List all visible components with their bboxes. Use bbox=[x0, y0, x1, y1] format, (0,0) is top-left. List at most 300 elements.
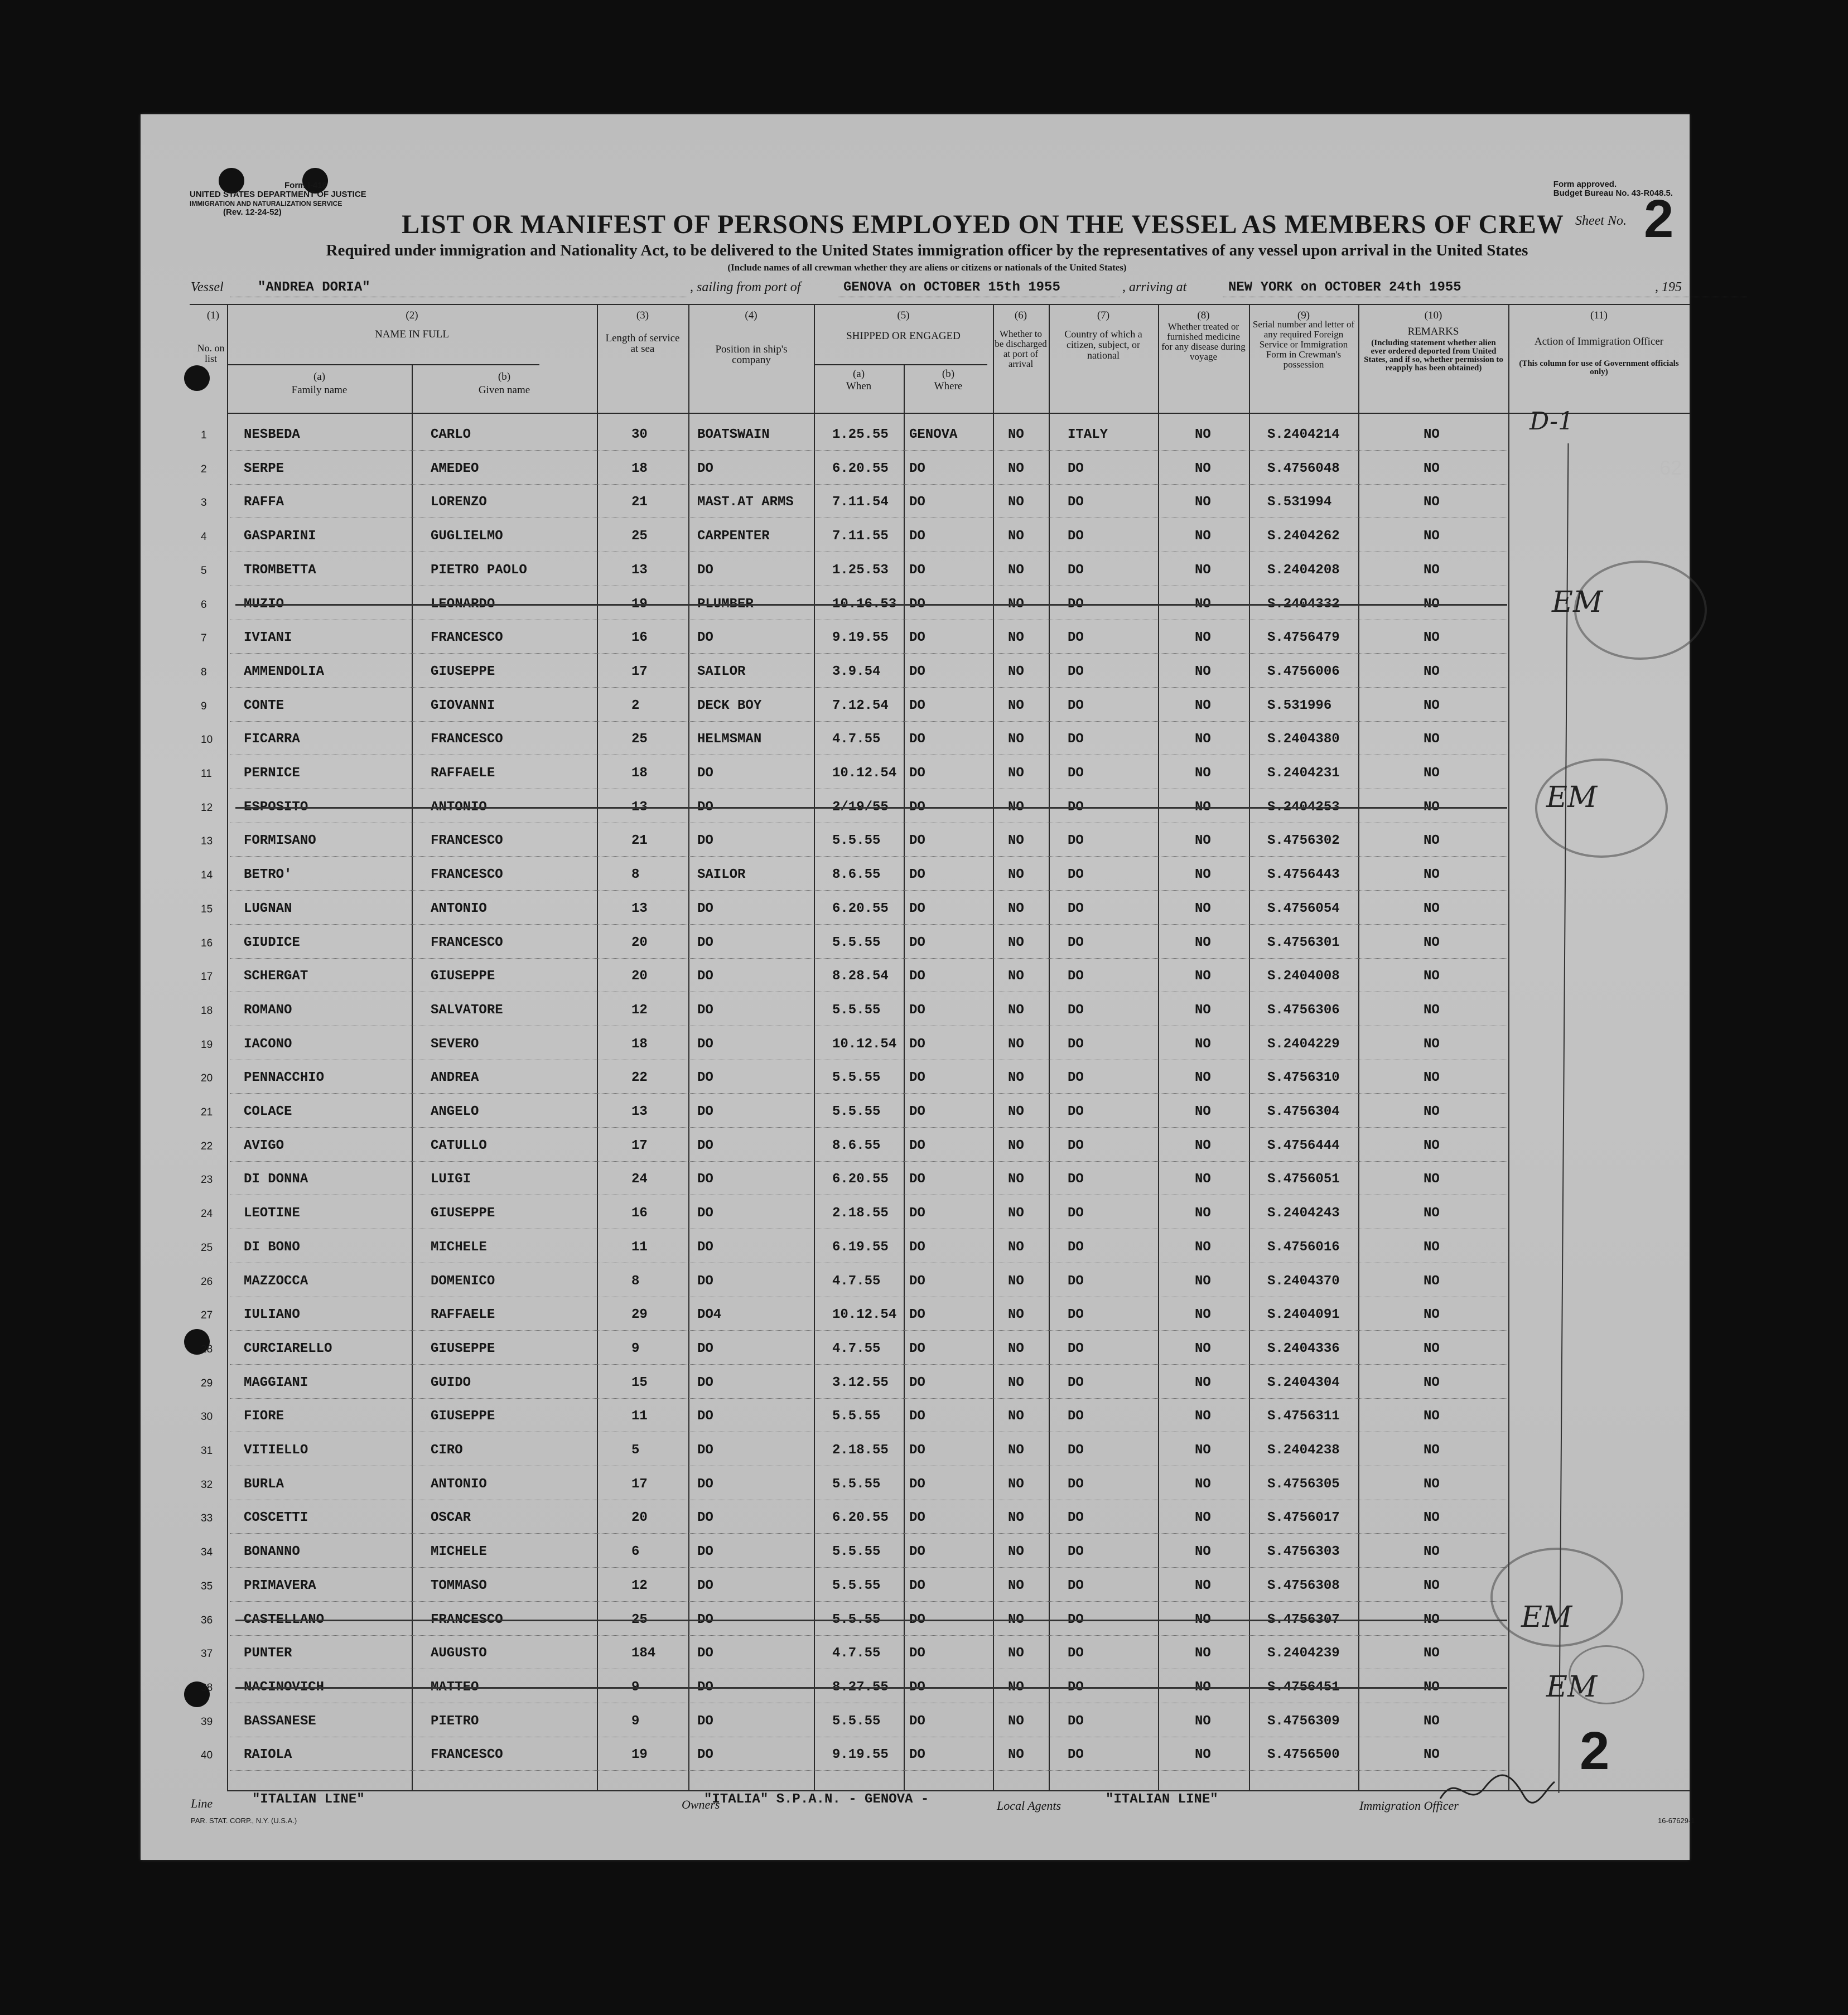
cell-where: DO bbox=[909, 1747, 925, 1763]
cell-position: DO bbox=[697, 1578, 713, 1593]
cell-service: 25 bbox=[631, 529, 648, 544]
vessel-line bbox=[191, 280, 1691, 299]
cell-position: DO bbox=[697, 935, 713, 950]
col11-number: (11) bbox=[1590, 310, 1608, 321]
form-code: 16-67629-1 bbox=[1658, 1816, 1695, 1825]
cell-where: DO bbox=[909, 1036, 925, 1052]
cell-country: DO bbox=[1068, 1679, 1084, 1695]
cell-country: DO bbox=[1068, 1578, 1084, 1593]
col2a-number: (a) bbox=[313, 371, 326, 383]
cell-remarks: NO bbox=[1424, 630, 1440, 646]
cell-treated: NO bbox=[1195, 1206, 1211, 1221]
cell-given: AUGUSTO bbox=[431, 1646, 487, 1661]
cell-given: CATULLO bbox=[431, 1138, 487, 1153]
cell-given: FRANCESCO bbox=[431, 833, 503, 849]
col10-note: (Including statement whether alien ever ordered deported from United States, and if so, whether permission to reapply has been obtained) bbox=[1364, 339, 1503, 373]
cell-remarks: NO bbox=[1424, 1713, 1440, 1729]
cell-given: DOMENICO bbox=[431, 1273, 495, 1289]
cell-service: 17 bbox=[631, 1138, 648, 1153]
cell-family: DI BONO bbox=[244, 1239, 300, 1255]
strike-through bbox=[235, 807, 1507, 809]
cell-family: LUGNAN bbox=[244, 901, 292, 916]
cell-treated: NO bbox=[1195, 1172, 1211, 1187]
cell-where: DO bbox=[909, 461, 925, 476]
cell-when: 3.12.55 bbox=[832, 1375, 889, 1390]
col3-number: (3) bbox=[636, 310, 649, 321]
cell-treated: NO bbox=[1195, 1612, 1211, 1627]
cell-country: DO bbox=[1068, 1409, 1084, 1424]
cell-given: CIRO bbox=[431, 1443, 463, 1458]
table-row bbox=[141, 1434, 1690, 1467]
cell-where: DO bbox=[909, 732, 925, 747]
agents-label: Local Agents bbox=[997, 1799, 1061, 1813]
agents-value: "ITALIAN LINE" bbox=[1106, 1792, 1218, 1807]
cell-treated: NO bbox=[1195, 1273, 1211, 1289]
cell-remarks: NO bbox=[1424, 1510, 1440, 1526]
cell-where: DO bbox=[909, 1239, 925, 1255]
col1-number: (1) bbox=[206, 310, 220, 321]
cell-country: DO bbox=[1068, 1341, 1084, 1356]
cell-remarks: NO bbox=[1424, 1273, 1440, 1289]
col10-number: (10) bbox=[1424, 310, 1442, 321]
cell-when: 10.12.54 bbox=[832, 1307, 897, 1323]
table-row bbox=[141, 858, 1690, 892]
cell-position: DO bbox=[697, 766, 713, 781]
cell-position: DO bbox=[697, 1206, 713, 1221]
row-number: 37 bbox=[201, 1648, 213, 1660]
col5b-number: (b) bbox=[942, 368, 955, 380]
cell-where: DO bbox=[909, 1476, 925, 1492]
cell-given: FRANCESCO bbox=[431, 630, 503, 646]
col5a-number: (a) bbox=[852, 368, 865, 380]
cell-discharged: NO bbox=[1008, 935, 1024, 950]
cell-family: BASSANESE bbox=[244, 1713, 316, 1729]
cell-service: 20 bbox=[631, 969, 648, 984]
cell-serial: S.4756006 bbox=[1267, 664, 1340, 679]
cell-treated: NO bbox=[1195, 766, 1211, 781]
cell-when: 8.28.54 bbox=[832, 969, 889, 984]
cell-where: DO bbox=[909, 1070, 925, 1086]
cell-family: CURCIARELLO bbox=[244, 1341, 332, 1356]
cell-given: GUIDO bbox=[431, 1375, 471, 1390]
cell-position: DO bbox=[697, 969, 713, 984]
cell-serial: S.2404091 bbox=[1267, 1307, 1340, 1323]
cell-family: CONTE bbox=[244, 698, 284, 713]
officer-initials: EM bbox=[1552, 586, 1603, 619]
cell-when: 6.19.55 bbox=[832, 1239, 889, 1255]
cell-remarks: NO bbox=[1424, 529, 1440, 544]
cell-position: DO bbox=[697, 1070, 713, 1086]
cell-remarks: NO bbox=[1424, 1679, 1440, 1695]
cell-remarks: NO bbox=[1424, 1341, 1440, 1356]
cell-country: DO bbox=[1068, 1138, 1084, 1153]
cell-service: 15 bbox=[631, 1375, 648, 1390]
cell-position: DO4 bbox=[697, 1307, 722, 1323]
cell-given: GIUSEPPE bbox=[431, 1409, 495, 1424]
table-row bbox=[141, 1028, 1690, 1061]
cell-serial: S.4756443 bbox=[1267, 867, 1340, 883]
cell-given: SALVATORE bbox=[431, 1002, 503, 1018]
cell-service: 6 bbox=[631, 1544, 640, 1560]
cell-given: OSCAR bbox=[431, 1510, 471, 1526]
row-number: 7 bbox=[201, 632, 207, 645]
col8-header: Whether treated or furnished medicine for any disease during voyage bbox=[1161, 321, 1246, 362]
cell-family: BONANNO bbox=[244, 1544, 300, 1560]
table-row bbox=[141, 1603, 1690, 1637]
row-number: 31 bbox=[201, 1445, 213, 1457]
cell-family: BETRO' bbox=[244, 867, 292, 883]
cell-family: GASPARINI bbox=[244, 529, 316, 544]
cell-family: NACINOVICH bbox=[244, 1679, 325, 1695]
row-number: 5 bbox=[201, 564, 207, 577]
cell-serial: S.4756451 bbox=[1267, 1679, 1340, 1695]
cell-family: AVIGO bbox=[244, 1138, 284, 1153]
cell-where: DO bbox=[909, 901, 925, 916]
cell-given: FRANCESCO bbox=[431, 732, 503, 747]
service-name: IMMIGRATION AND NATURALIZATION SERVICE bbox=[190, 200, 342, 207]
cell-family: PERNICE bbox=[244, 766, 300, 781]
cell-remarks: NO bbox=[1424, 1138, 1440, 1153]
cell-serial: S.2404304 bbox=[1267, 1375, 1340, 1390]
cell-service: 29 bbox=[631, 1307, 648, 1323]
cell-when: 6.20.55 bbox=[832, 1172, 889, 1187]
col6-number: (6) bbox=[1014, 310, 1027, 321]
cell-given: GIUSEPPE bbox=[431, 664, 495, 679]
cell-position: DO bbox=[697, 1443, 713, 1458]
arriving-label: , arriving at bbox=[1122, 280, 1187, 294]
printer-note: PAR. STAT. CORP., N.Y. (U.S.A.) bbox=[191, 1816, 297, 1825]
page-subtitle: Required under immigration and Nationality Act, to be delivered to the United States immigration officer by the representatives of any vessel upon arrival in the United States bbox=[326, 241, 1528, 259]
cell-where: DO bbox=[909, 1138, 925, 1153]
row-number: 39 bbox=[201, 1716, 213, 1728]
cell-country: DO bbox=[1068, 562, 1084, 578]
cell-position: HELMSMAN bbox=[697, 732, 762, 747]
row-number: 20 bbox=[201, 1072, 213, 1085]
cell-family: FICARRA bbox=[244, 732, 300, 747]
cell-family: RAFFA bbox=[244, 495, 284, 510]
cell-country: DO bbox=[1068, 799, 1084, 815]
cell-treated: NO bbox=[1195, 427, 1211, 442]
cell-where: DO bbox=[909, 1273, 925, 1289]
cell-where: DO bbox=[909, 833, 925, 849]
cell-when: 7.11.55 bbox=[832, 529, 889, 544]
cell-position: SAILOR bbox=[697, 867, 746, 883]
cell-discharged: NO bbox=[1008, 664, 1024, 679]
table-row bbox=[141, 723, 1690, 756]
cell-service: 13 bbox=[631, 562, 648, 578]
cell-serial: S.531996 bbox=[1267, 698, 1332, 713]
cell-country: DO bbox=[1068, 867, 1084, 883]
cell-when: 3.9.54 bbox=[832, 664, 881, 679]
cell-given: LORENZO bbox=[431, 495, 487, 510]
cell-where: DO bbox=[909, 562, 925, 578]
cell-remarks: NO bbox=[1424, 1375, 1440, 1390]
cell-when: 2.18.55 bbox=[832, 1443, 889, 1458]
row-number: 38 bbox=[201, 1681, 213, 1694]
cell-family: IACONO bbox=[244, 1036, 292, 1052]
col11-note: (This column for use of Government officials only) bbox=[1519, 359, 1679, 376]
cell-remarks: NO bbox=[1424, 935, 1440, 950]
cell-country: DO bbox=[1068, 664, 1084, 679]
cell-when: 4.7.55 bbox=[832, 1646, 881, 1661]
strike-through bbox=[235, 1687, 1507, 1689]
cell-family: BURLA bbox=[244, 1476, 284, 1492]
cell-position: CARPENTER bbox=[697, 529, 770, 544]
cell-treated: NO bbox=[1195, 1646, 1211, 1661]
cell-treated: NO bbox=[1195, 1239, 1211, 1255]
cell-country: DO bbox=[1068, 1206, 1084, 1221]
cell-when: 1.25.55 bbox=[832, 427, 889, 442]
cell-country: DO bbox=[1068, 495, 1084, 510]
cell-where: DO bbox=[909, 1646, 925, 1661]
cell-family: PUNTER bbox=[244, 1646, 292, 1661]
cell-when: 5.5.55 bbox=[832, 1612, 881, 1627]
cell-position: SAILOR bbox=[697, 664, 746, 679]
cell-given: GIUSEPPE bbox=[431, 969, 495, 984]
row-number: 2 bbox=[201, 463, 207, 475]
cell-serial: S.2404229 bbox=[1267, 1036, 1340, 1052]
cell-position: DO bbox=[697, 1138, 713, 1153]
cell-service: 25 bbox=[631, 1612, 648, 1627]
cell-treated: NO bbox=[1195, 1036, 1211, 1052]
cell-position: DO bbox=[697, 1002, 713, 1018]
table-row bbox=[141, 1569, 1690, 1603]
sheet-number-label: Sheet No. bbox=[1575, 214, 1627, 228]
col10-header: REMARKS bbox=[1407, 326, 1459, 337]
cell-treated: NO bbox=[1195, 1443, 1211, 1458]
cell-discharged: NO bbox=[1008, 1646, 1024, 1661]
cell-service: 13 bbox=[631, 1104, 648, 1119]
cell-serial: S.2404231 bbox=[1267, 766, 1340, 781]
cell-where: DO bbox=[909, 1172, 925, 1187]
manifest-sheet bbox=[141, 114, 1695, 1860]
cell-given: RAFFAELE bbox=[431, 1307, 495, 1323]
table-row bbox=[141, 926, 1690, 960]
cell-discharged: NO bbox=[1008, 833, 1024, 849]
cell-serial: S.2404380 bbox=[1267, 732, 1340, 747]
cell-family: VITIELLO bbox=[244, 1443, 308, 1458]
cell-given: LEONARDO bbox=[431, 596, 495, 612]
table-row bbox=[141, 1163, 1690, 1196]
table-row bbox=[141, 1671, 1690, 1704]
col8-number: (8) bbox=[1197, 310, 1210, 321]
sheet-number: 2 bbox=[1644, 189, 1674, 249]
cell-remarks: NO bbox=[1424, 1409, 1440, 1424]
cell-position: DO bbox=[697, 461, 713, 476]
cell-service: 8 bbox=[631, 867, 640, 883]
cell-country: DO bbox=[1068, 1646, 1084, 1661]
cell-serial: S.4756302 bbox=[1267, 833, 1340, 849]
cell-remarks: NO bbox=[1424, 833, 1440, 849]
cell-discharged: NO bbox=[1008, 1002, 1024, 1018]
row-number: 1 bbox=[201, 429, 207, 441]
cell-serial: S.4756479 bbox=[1267, 630, 1340, 646]
cell-where: DO bbox=[909, 1612, 925, 1627]
cell-given: RAFFAELE bbox=[431, 766, 495, 781]
cell-country: DO bbox=[1068, 529, 1084, 544]
cell-when: 6.20.55 bbox=[832, 1510, 889, 1526]
cell-discharged: NO bbox=[1008, 1070, 1024, 1086]
row-number: 33 bbox=[201, 1513, 213, 1525]
cell-treated: NO bbox=[1195, 799, 1211, 815]
cell-where: DO bbox=[909, 596, 925, 612]
cell-remarks: NO bbox=[1424, 799, 1440, 815]
cell-treated: NO bbox=[1195, 698, 1211, 713]
cell-where: DO bbox=[909, 1544, 925, 1560]
cell-discharged: NO bbox=[1008, 461, 1024, 476]
cell-where: DO bbox=[909, 1409, 925, 1424]
cell-serial: S.4756310 bbox=[1267, 1070, 1340, 1086]
cell-discharged: NO bbox=[1008, 1036, 1024, 1052]
cell-treated: NO bbox=[1195, 901, 1211, 916]
cell-when: 2/19/55 bbox=[832, 799, 889, 815]
cell-remarks: NO bbox=[1424, 1307, 1440, 1323]
cell-discharged: NO bbox=[1008, 1544, 1024, 1560]
cell-serial: S.4756307 bbox=[1267, 1612, 1340, 1627]
cell-when: 5.5.55 bbox=[832, 1544, 881, 1560]
cell-when: 4.7.55 bbox=[832, 1341, 881, 1356]
cell-given: FRANCESCO bbox=[431, 1747, 503, 1763]
cell-family: MAGGIANI bbox=[244, 1375, 308, 1390]
cell-treated: NO bbox=[1195, 1002, 1211, 1018]
cell-position: DO bbox=[697, 1679, 713, 1695]
cell-where: DO bbox=[909, 664, 925, 679]
cell-family: MUZIO bbox=[244, 596, 284, 612]
cell-discharged: NO bbox=[1008, 495, 1024, 510]
cell-service: 24 bbox=[631, 1172, 648, 1187]
cell-treated: NO bbox=[1195, 833, 1211, 849]
cell-treated: NO bbox=[1195, 1510, 1211, 1526]
cell-country: DO bbox=[1068, 969, 1084, 984]
cell-country: ITALY bbox=[1068, 427, 1108, 442]
row-number: 6 bbox=[201, 598, 207, 611]
cell-country: DO bbox=[1068, 1036, 1084, 1052]
cell-service: 8 bbox=[631, 1273, 640, 1289]
cell-discharged: NO bbox=[1008, 1206, 1024, 1221]
table-row bbox=[141, 1231, 1690, 1264]
cell-serial: S.4756500 bbox=[1267, 1747, 1340, 1763]
cell-discharged: NO bbox=[1008, 1476, 1024, 1492]
cell-where: DO bbox=[909, 1307, 925, 1323]
cell-service: 13 bbox=[631, 799, 648, 815]
col2a-header: Family name bbox=[291, 384, 348, 396]
cell-position: DO bbox=[697, 1476, 713, 1492]
cell-given: AMEDEO bbox=[431, 461, 479, 476]
table-row bbox=[141, 588, 1690, 621]
cell-remarks: NO bbox=[1424, 1104, 1440, 1119]
cell-position: DO bbox=[697, 1239, 713, 1255]
row-number: 17 bbox=[201, 971, 213, 983]
cell-given: MATTEO bbox=[431, 1679, 479, 1695]
cell-country: DO bbox=[1068, 1273, 1084, 1289]
col6-header: Whether to be discharged at port of arrival bbox=[995, 328, 1047, 369]
table-row bbox=[141, 452, 1690, 486]
cell-service: 16 bbox=[631, 630, 648, 646]
cell-country: DO bbox=[1068, 766, 1084, 781]
cell-family: AMMENDOLIA bbox=[244, 664, 325, 679]
row-number: 23 bbox=[201, 1174, 213, 1186]
cell-treated: NO bbox=[1195, 1578, 1211, 1593]
cell-country: DO bbox=[1068, 901, 1084, 916]
cell-discharged: NO bbox=[1008, 1273, 1024, 1289]
cell-serial: S.2404214 bbox=[1267, 427, 1340, 442]
cell-when: 8.27.55 bbox=[832, 1679, 889, 1695]
officer-initials: EM bbox=[1546, 781, 1598, 814]
row-number: 19 bbox=[201, 1038, 213, 1051]
cell-where: DO bbox=[909, 1510, 925, 1526]
cell-discharged: NO bbox=[1008, 1341, 1024, 1356]
strike-through bbox=[235, 1620, 1507, 1621]
cell-where: DO bbox=[909, 1443, 925, 1458]
row-number: 12 bbox=[201, 801, 213, 814]
cell-service: 18 bbox=[631, 461, 648, 476]
cell-family: ESPOSITO bbox=[244, 799, 308, 815]
cell-where: DO bbox=[909, 1002, 925, 1018]
cell-position: DO bbox=[697, 1104, 713, 1119]
cell-serial: S.531994 bbox=[1267, 495, 1332, 510]
cell-treated: NO bbox=[1195, 732, 1211, 747]
cell-serial: S.2404332 bbox=[1267, 596, 1340, 612]
table-row bbox=[141, 418, 1690, 452]
cell-given: ANTONIO bbox=[431, 1476, 487, 1492]
cell-discharged: NO bbox=[1008, 732, 1024, 747]
form-number: Form I-418 bbox=[284, 181, 327, 190]
row-number: 18 bbox=[201, 1004, 213, 1017]
cell-given: CARLO bbox=[431, 427, 471, 442]
cell-position: DO bbox=[697, 630, 713, 646]
year-label: , 195 bbox=[1655, 280, 1682, 294]
cell-service: 25 bbox=[631, 732, 648, 747]
cell-where: DO bbox=[909, 529, 925, 544]
col11-header: Action of Immigration Officer bbox=[1534, 336, 1664, 347]
cell-position: DO bbox=[697, 1747, 713, 1763]
cell-service: 21 bbox=[631, 833, 648, 849]
cell-when: 5.5.55 bbox=[832, 1002, 881, 1018]
form-identity bbox=[190, 181, 366, 217]
cell-discharged: NO bbox=[1008, 1239, 1024, 1255]
cell-family: TROMBETTA bbox=[244, 562, 316, 578]
sailing-label: , sailing from port of bbox=[690, 280, 801, 294]
cell-position: DO bbox=[697, 1341, 713, 1356]
table-row bbox=[141, 757, 1690, 790]
punch-hole bbox=[184, 365, 210, 391]
table-row bbox=[141, 1332, 1690, 1366]
cell-discharged: NO bbox=[1008, 1104, 1024, 1119]
cell-country: DO bbox=[1068, 461, 1084, 476]
cell-remarks: NO bbox=[1424, 1443, 1440, 1458]
cell-service: 11 bbox=[631, 1409, 648, 1424]
cell-when: 7.11.54 bbox=[832, 495, 889, 510]
cell-remarks: NO bbox=[1424, 1002, 1440, 1018]
table-row bbox=[141, 689, 1690, 723]
cell-discharged: NO bbox=[1008, 596, 1024, 612]
col2-number: (2) bbox=[406, 310, 418, 321]
cell-serial: S.4756308 bbox=[1267, 1578, 1340, 1593]
cell-given: FRANCESCO bbox=[431, 1612, 503, 1627]
cell-position: DO bbox=[697, 1036, 713, 1052]
cell-family: LEOTINE bbox=[244, 1206, 300, 1221]
cell-given: MICHELE bbox=[431, 1239, 487, 1255]
cell-where: GENOVA bbox=[909, 427, 958, 442]
cell-family: ROMANO bbox=[244, 1002, 292, 1018]
cell-when: 8.6.55 bbox=[832, 867, 881, 883]
cell-serial: S.2404243 bbox=[1267, 1206, 1340, 1221]
cell-where: DO bbox=[909, 969, 925, 984]
cell-given: ANDREA bbox=[431, 1070, 479, 1086]
cell-service: 12 bbox=[631, 1002, 648, 1018]
cell-treated: NO bbox=[1195, 596, 1211, 612]
row-number: 29 bbox=[201, 1377, 213, 1389]
